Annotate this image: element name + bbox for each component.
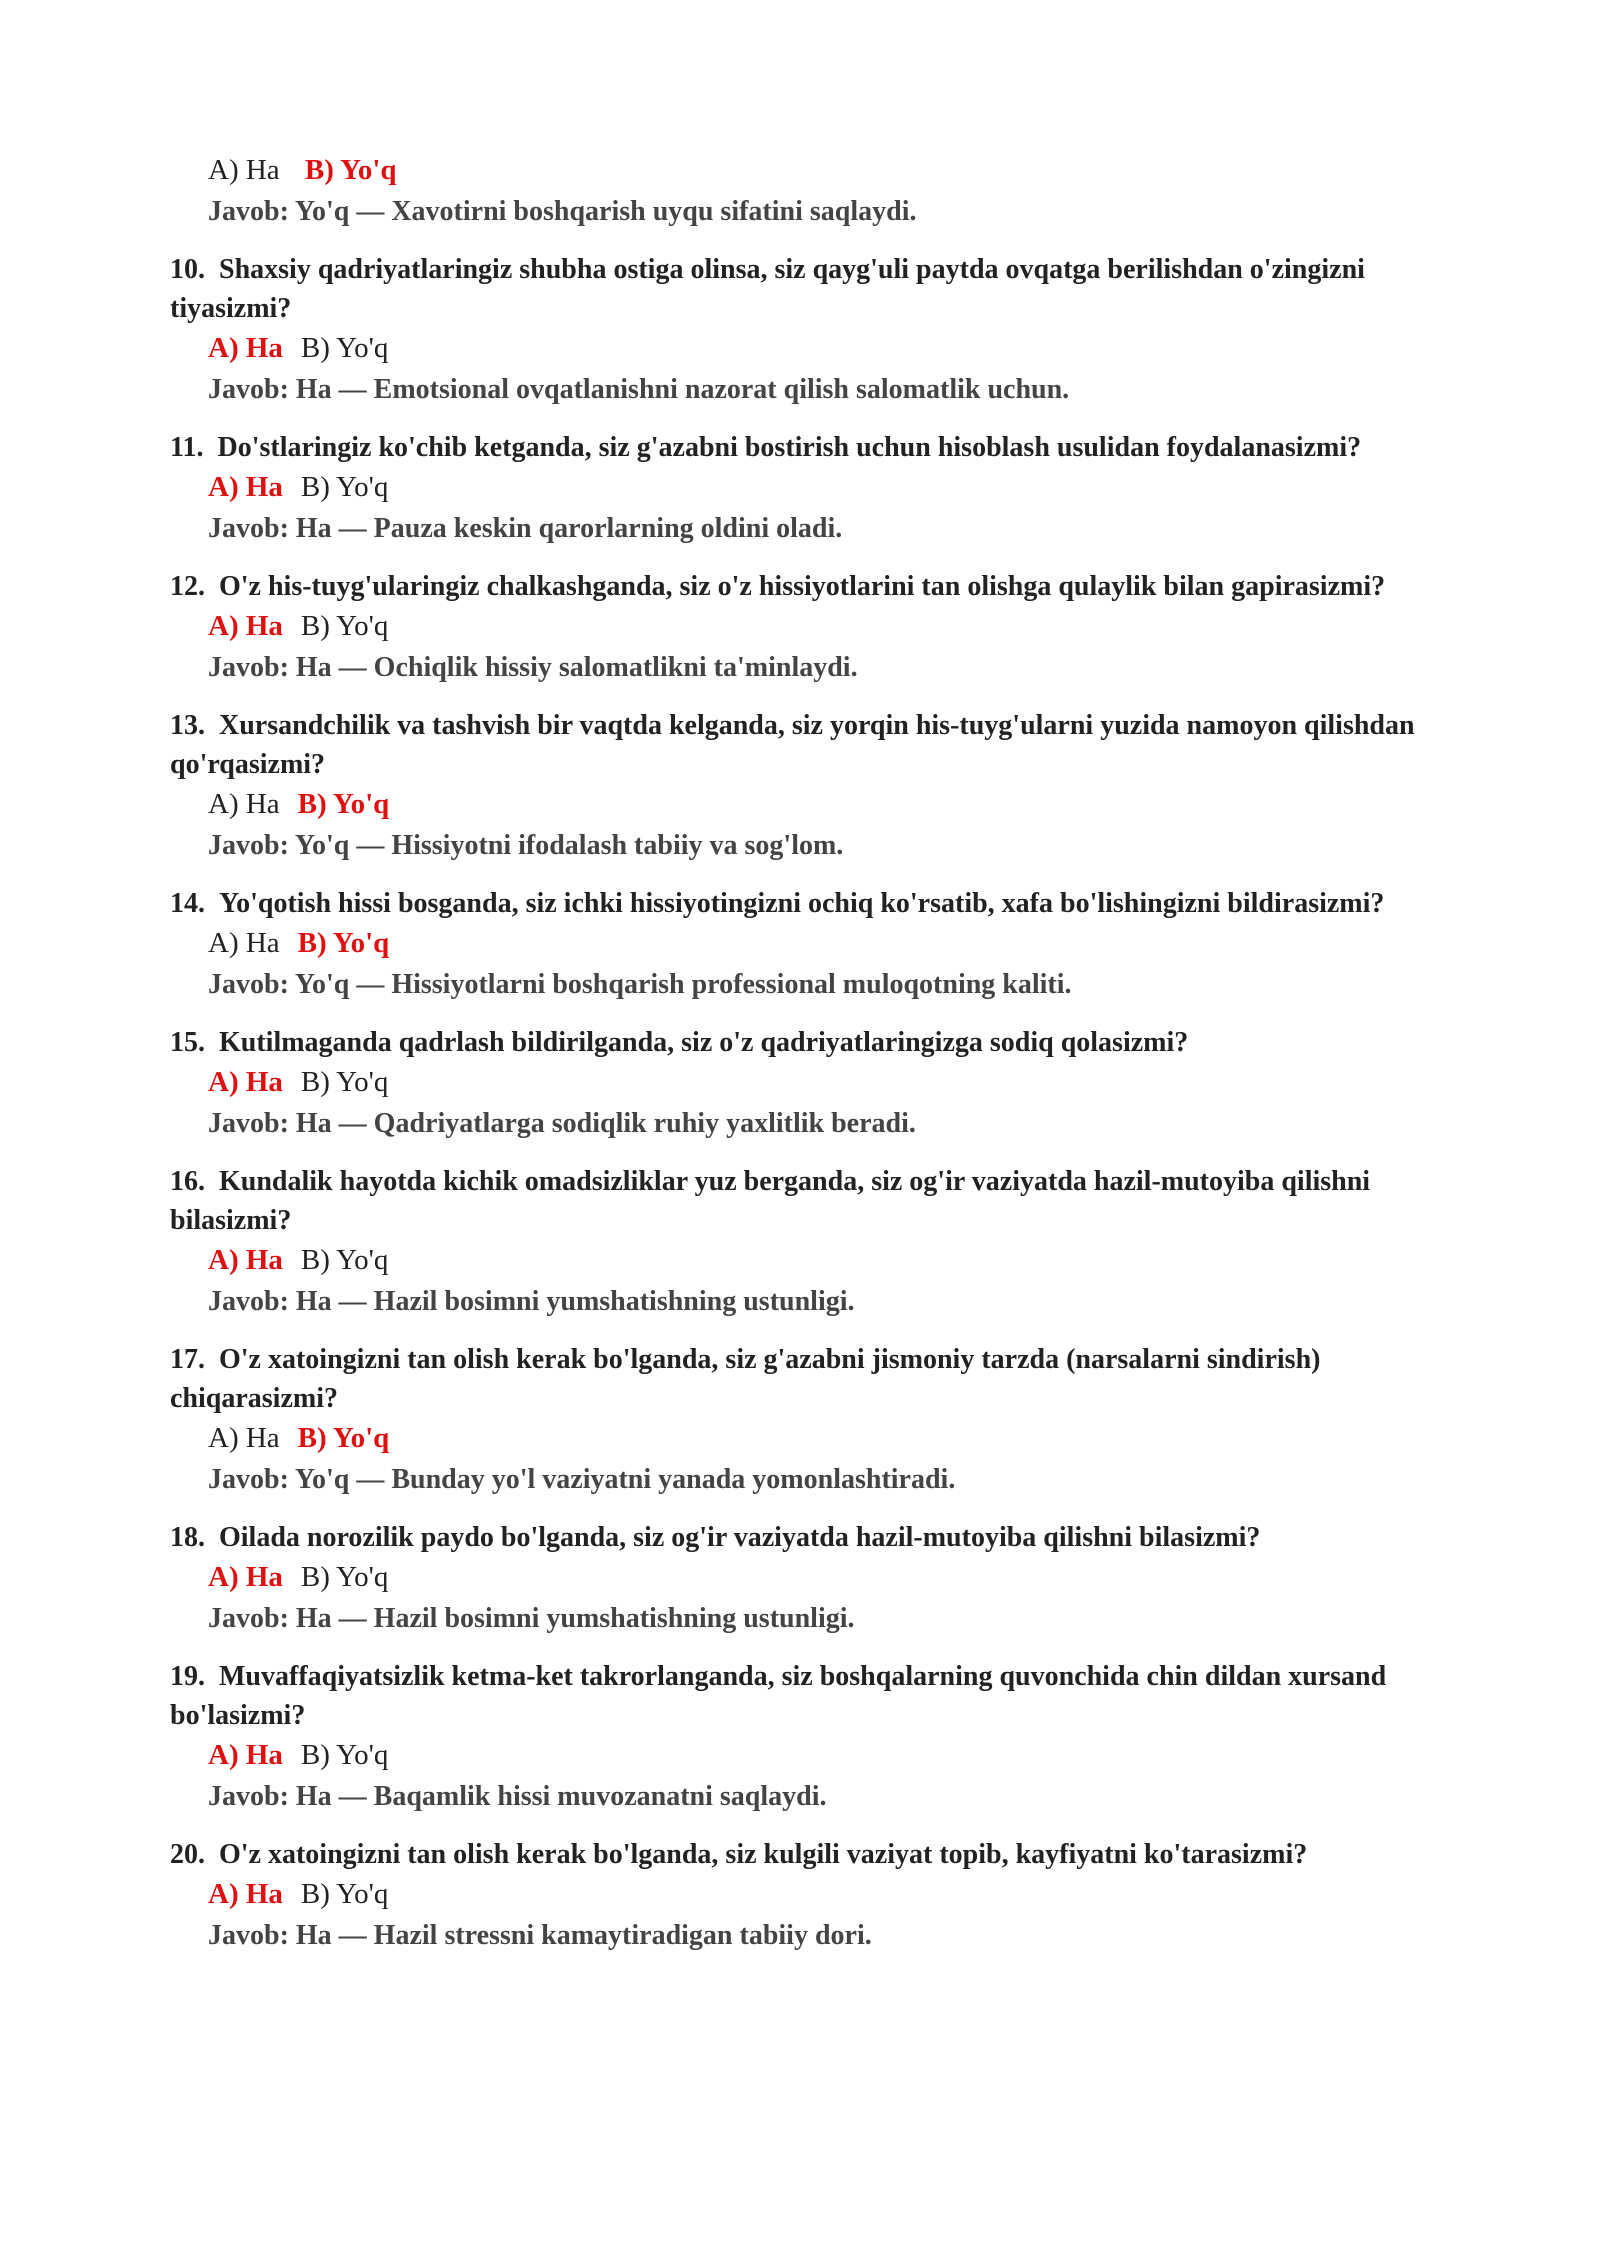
question-text — [170, 1162, 1470, 1240]
question-block — [170, 250, 1470, 412]
question-text — [170, 1835, 1470, 1874]
question-block — [170, 1340, 1470, 1502]
question-label: O'z his-tuyg'ularingiz chalkashganda, siz o'z hissiyotlarini tan olishga qulaylik bilan gapirasizmi? — [219, 571, 1386, 602]
option-b: B) Yo'q — [300, 1244, 389, 1276]
question-label: Yo'qotish hissi bosganda, siz ichki hissiyotingizni ochiq ko'rsatib, xafa bo'lishingizni bildirasizmi? — [219, 888, 1385, 919]
option-b: B) Yo'q — [300, 1561, 389, 1593]
option-b-correct: B) Yo'q — [297, 1422, 390, 1454]
question-text — [170, 884, 1470, 923]
option-a-correct: A) Ha — [208, 1244, 283, 1276]
option-a-correct: A) Ha — [208, 1739, 283, 1771]
answer-explanation: Javob: Ha — Qadriyatlarga sodiqlik ruhiy yaxlitlik beradi. — [208, 1108, 916, 1139]
question-text — [170, 250, 1470, 328]
question-label: Do'stlaringiz ko'chib ketganda, siz g'azabni bostirish uchun hisoblash usulidan foydalanasizmi? — [217, 432, 1362, 463]
question-number: 13. — [170, 710, 205, 741]
question-number: 10. — [170, 254, 205, 285]
question-number: 18. — [170, 1522, 205, 1553]
question-text — [170, 1657, 1470, 1735]
answer-explanation: Javob: Yo'q — Hissiyotni ifodalash tabiiy va sog'lom. — [208, 830, 844, 861]
option-a-correct: A) Ha — [208, 1561, 283, 1593]
question-label: Kutilmaganda qadrlash bildirilganda, siz o'z qadriyatlaringizga sodiq qolasizmi? — [219, 1027, 1189, 1058]
question-label: Xursandchilik va tashvish bir vaqtda kelganda, siz yorqin his-tuyg'ularni yuzida namoyon qilishdan qo'rqasizmi? — [170, 710, 1415, 780]
answer-explanation: Javob: Yo'q — Bunday yo'l vaziyatni yanada yomonlashtiradi. — [208, 1464, 956, 1495]
question-text — [170, 1340, 1470, 1418]
answer-explanation: Javob: Ha — Baqamlik hissi muvozanatni saqlaydi. — [208, 1781, 827, 1812]
answer-explanation: Javob: Yo'q — Hissiyotlarni boshqarish professional muloqotning kaliti. — [208, 969, 1072, 1000]
option-b-correct: B) Yo'q — [297, 927, 390, 959]
question-number: 20. — [170, 1839, 205, 1870]
answer-options — [208, 784, 1470, 826]
answer-explanation: Javob: Ha — Hazil bosimni yumshatishning ustunligi. — [208, 1286, 855, 1317]
question-number: 17. — [170, 1344, 205, 1375]
answer-options — [208, 1418, 1470, 1460]
question-block — [170, 1657, 1470, 1819]
option-b-correct: B) Yo'q — [304, 154, 397, 186]
question-text — [170, 706, 1470, 784]
question-label: O'z xatoingizni tan olish kerak bo'lganda, siz g'azabni jismoniy tarzda (narsalarni sindirish) chiqarasizmi? — [170, 1344, 1321, 1414]
question-number: 14. — [170, 888, 205, 919]
option-b: B) Yo'q — [300, 332, 389, 364]
option-a: A) Ha — [208, 1422, 280, 1454]
option-a-correct: A) Ha — [208, 471, 283, 503]
option-a-correct: A) Ha — [208, 1878, 283, 1910]
quiz-content — [170, 150, 1470, 1958]
question-number: 15. — [170, 1027, 205, 1058]
option-a-correct: A) Ha — [208, 1066, 283, 1098]
answer-explanation: Javob: Ha — Hazil stressni kamaytiradigan tabiiy dori. — [208, 1920, 872, 1951]
answer-explanation: Javob: Ha — Emotsional ovqatlanishni nazorat qilish salomatlik uchun. — [208, 374, 1070, 405]
question-label: Muvaffaqiyatsizlik ketma-ket takrorlanganda, siz boshqalarning quvonchida chin dildan xursand bo'lasizmi? — [170, 1661, 1387, 1731]
question-label: Oilada norozilik paydo bo'lganda, siz og'ir vaziyatda hazil-mutoyiba qilishni bilasizmi? — [219, 1522, 1261, 1553]
prev-options — [208, 150, 1470, 192]
answer-options — [208, 923, 1470, 965]
question-number: 12. — [170, 571, 205, 602]
option-b: B) Yo'q — [300, 1066, 389, 1098]
option-a: A) Ha — [208, 154, 280, 186]
question-block — [170, 1835, 1470, 1958]
option-b: B) Yo'q — [300, 1878, 389, 1910]
option-b: B) Yo'q — [300, 610, 389, 642]
question-label: O'z xatoingizni tan olish kerak bo'lganda, siz kulgili vaziyat topib, kayfiyatni ko'tarasizmi? — [219, 1839, 1308, 1870]
answer-options — [208, 328, 1470, 370]
option-b: B) Yo'q — [300, 471, 389, 503]
question-block — [170, 1023, 1470, 1146]
question-block — [170, 706, 1470, 868]
answer-options — [208, 1557, 1470, 1599]
answer-options — [208, 1062, 1470, 1104]
question-block — [170, 1162, 1470, 1324]
answer-options — [208, 1240, 1470, 1282]
option-a: A) Ha — [208, 788, 280, 820]
question-list — [170, 250, 1470, 1958]
answer-explanation: Javob: Ha — Pauza keskin qarorlarning oldini oladi. — [208, 513, 843, 544]
prev-answer: Javob: Yo'q — Xavotirni boshqarish uyqu sifatini saqlaydi. — [208, 196, 917, 227]
question-number: 11. — [170, 432, 204, 463]
question-block — [170, 884, 1470, 1007]
answer-options — [208, 467, 1470, 509]
question-block — [170, 1518, 1470, 1641]
option-a-correct: A) Ha — [208, 610, 283, 642]
question-text — [170, 567, 1470, 606]
answer-options — [208, 1874, 1470, 1916]
option-a-correct: A) Ha — [208, 332, 283, 364]
question-label: Kundalik hayotda kichik omadsizliklar yuz berganda, siz og'ir vaziyatda hazil-mutoyiba qilishni bilasizmi? — [170, 1166, 1371, 1236]
option-b-correct: B) Yo'q — [297, 788, 390, 820]
question-text — [170, 428, 1470, 467]
answer-options — [208, 1735, 1470, 1777]
answer-explanation: Javob: Ha — Hazil bosimni yumshatishning ustunligi. — [208, 1603, 855, 1634]
option-a: A) Ha — [208, 927, 280, 959]
question-text — [170, 1023, 1470, 1062]
question-block — [170, 428, 1470, 551]
question-number: 19. — [170, 1661, 205, 1692]
answer-explanation: Javob: Ha — Ochiqlik hissiy salomatlikni ta'minlaydi. — [208, 652, 858, 683]
question-number: 16. — [170, 1166, 205, 1197]
question-block — [170, 567, 1470, 690]
question-label: Shaxsiy qadriyatlaringiz shubha ostiga olinsa, siz qayg'uli paytda ovqatga berilishdan o'zingizni tiyasizmi? — [170, 254, 1365, 324]
question-text — [170, 1518, 1470, 1557]
option-b: B) Yo'q — [300, 1739, 389, 1771]
answer-options — [208, 606, 1470, 648]
